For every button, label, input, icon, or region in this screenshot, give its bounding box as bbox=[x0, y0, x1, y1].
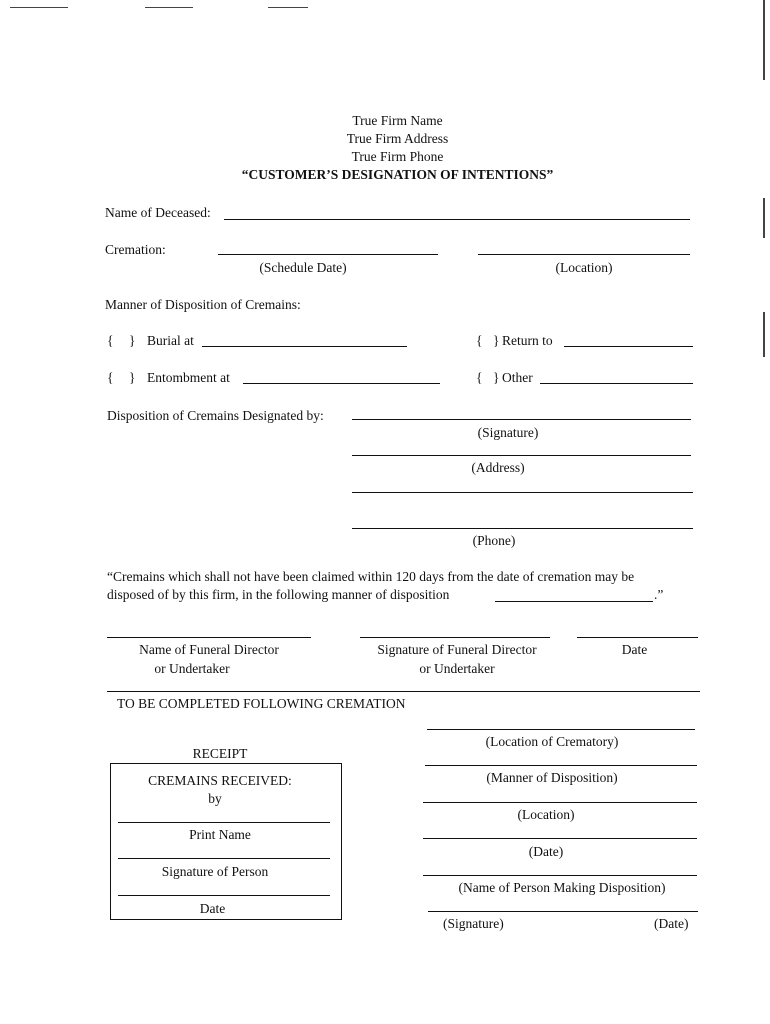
name-of-person-caption: (Name of Person Making Disposition) bbox=[458, 880, 666, 895]
director-name-field[interactable] bbox=[107, 637, 311, 638]
burial-checkbox-close[interactable]: } bbox=[129, 333, 136, 348]
entombment-checkbox-close[interactable]: } bbox=[129, 370, 136, 385]
location-of-crematory-caption: (Location of Crematory) bbox=[485, 734, 619, 749]
clause-closing: .” bbox=[654, 587, 664, 602]
deceased-label: Name of Deceased: bbox=[105, 205, 211, 220]
disposition-location-field[interactable] bbox=[423, 802, 697, 803]
disposer-signature-caption: (Signature) bbox=[443, 916, 504, 931]
scan-artifact bbox=[268, 7, 308, 8]
director-name-caption-1: Name of Funeral Director bbox=[139, 642, 279, 657]
designator-address-field-2[interactable] bbox=[352, 492, 693, 493]
deceased-field[interactable] bbox=[224, 219, 690, 220]
other-checkbox-close[interactable]: } bbox=[493, 370, 500, 385]
disposition-date-field[interactable] bbox=[423, 838, 697, 839]
completion-heading: TO BE COMPLETED FOLLOWING CREMATION bbox=[117, 696, 406, 711]
scan-artifact bbox=[763, 0, 765, 80]
signature-caption: (Signature) bbox=[477, 425, 539, 440]
burial-label: Burial at bbox=[147, 333, 194, 348]
return-to-label: Return to bbox=[502, 333, 553, 348]
designator-signature-field[interactable] bbox=[352, 419, 691, 420]
disposition-location-caption: (Location) bbox=[517, 807, 575, 822]
scan-artifact bbox=[763, 198, 765, 238]
other-checkbox-open[interactable]: { bbox=[476, 370, 483, 385]
cremation-location-field[interactable] bbox=[478, 254, 690, 255]
cremation-label: Cremation: bbox=[105, 242, 166, 257]
schedule-date-caption: (Schedule Date) bbox=[259, 260, 347, 275]
director-signature-caption-2: or Undertaker bbox=[419, 661, 495, 676]
firm-phone: True Firm Phone bbox=[351, 149, 444, 164]
disposition-date-caption: (Date) bbox=[528, 844, 564, 859]
designator-address-field[interactable] bbox=[352, 455, 691, 456]
burial-field[interactable] bbox=[202, 346, 407, 347]
firm-name: True Firm Name bbox=[352, 113, 443, 128]
crematory-location-field[interactable] bbox=[427, 729, 695, 730]
receipt-date-caption: Date bbox=[199, 901, 226, 916]
other-field[interactable] bbox=[540, 383, 693, 384]
director-date-caption: Date bbox=[621, 642, 648, 657]
address-caption: (Address) bbox=[471, 460, 525, 475]
received-by-field[interactable] bbox=[118, 822, 330, 823]
print-name-caption: Print Name bbox=[189, 827, 251, 842]
form-title: “CUSTOMER’S DESIGNATION OF INTENTIONS” bbox=[241, 167, 554, 182]
receiver-signature-field[interactable] bbox=[118, 858, 330, 859]
other-label: Other bbox=[502, 370, 533, 385]
section-divider bbox=[107, 691, 700, 692]
phone-caption: (Phone) bbox=[472, 533, 516, 548]
return-checkbox-open[interactable]: { bbox=[476, 333, 483, 348]
designator-phone-field[interactable] bbox=[352, 528, 693, 529]
scan-artifact bbox=[145, 7, 193, 8]
clause-line-1: “Cremains which shall not have been claimed within 120 days from the date of cremation may be bbox=[107, 569, 635, 584]
entombment-field[interactable] bbox=[243, 383, 440, 384]
entombment-label: Entombment at bbox=[147, 370, 230, 385]
manner-of-disposition-caption: (Manner of Disposition) bbox=[486, 770, 618, 785]
firm-address: True Firm Address bbox=[346, 131, 449, 146]
receipt-date-field[interactable] bbox=[118, 895, 330, 896]
schedule-date-field[interactable] bbox=[218, 254, 438, 255]
disposer-signature-field[interactable] bbox=[428, 911, 698, 912]
director-name-caption-2: or Undertaker bbox=[154, 661, 230, 676]
burial-checkbox-open[interactable]: { bbox=[107, 333, 114, 348]
location-caption: (Location) bbox=[555, 260, 613, 275]
received-by-label: by bbox=[208, 791, 222, 806]
clause-line-2: disposed of by this firm, in the following manner of disposition bbox=[107, 587, 450, 602]
director-date-field[interactable] bbox=[577, 637, 698, 638]
return-to-field[interactable] bbox=[564, 346, 693, 347]
designated-by-label: Disposition of Cremains Designated by: bbox=[107, 408, 324, 423]
manner-label: Manner of Disposition of Cremains: bbox=[105, 297, 301, 312]
director-signature-caption-1: Signature of Funeral Director bbox=[377, 642, 537, 657]
signature-of-person-caption: Signature of Person bbox=[161, 864, 269, 879]
entombment-checkbox-open[interactable]: { bbox=[107, 370, 114, 385]
return-checkbox-close[interactable]: } bbox=[493, 333, 500, 348]
scan-artifact bbox=[763, 312, 765, 357]
scan-artifact bbox=[10, 7, 68, 8]
clause-disposition-field[interactable] bbox=[495, 601, 653, 602]
receipt-title: RECEIPT bbox=[192, 746, 248, 761]
cremains-received-label: CREMAINS RECEIVED: bbox=[148, 773, 292, 788]
disposer-date-caption: (Date) bbox=[654, 916, 689, 931]
director-signature-field[interactable] bbox=[360, 637, 550, 638]
disposer-name-field[interactable] bbox=[423, 875, 697, 876]
manner-of-disposition-field[interactable] bbox=[425, 765, 697, 766]
